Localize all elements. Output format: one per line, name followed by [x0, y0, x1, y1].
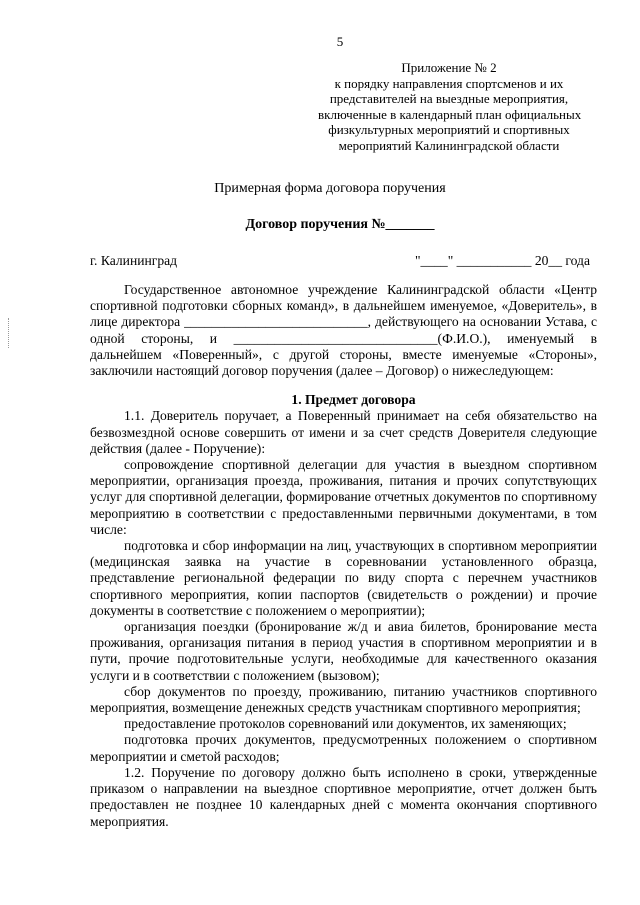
form-title: Примерная форма договора поручения — [214, 181, 446, 196]
intro-paragraph: Государственное автономное учреждение Калининградской области «Центр спортивной подготовки сборных команд», в дальнейшем именуемое, «Доверитель», в лице директора ___________________________, действующего на основании Устава, с одной стороны, и ______________________________(Ф.И.О.), именуемый в дальнейшем «Поверенный», с другой стороны, вместе именуемые «Стороны», заключили настоящий договор поручения (далее – Договор) о нижеследующем: — [90, 282, 597, 379]
appendix-line: физкультурных мероприятий и спортивных — [328, 122, 570, 138]
appendix-header — [318, 60, 580, 154]
paragraph-escort: сопровождение спортивной делегации для участия в выездном спортивном мероприятии, организация проезда, проживания, питания и прочих сопутствующих услуг для спортивной делегации, формирование отчетных документов по спортивному мероприятию в соответствии с предоставленными первичными документами, в том числе: — [90, 457, 597, 537]
appendix-line: мероприятий Калининградской области — [338, 137, 560, 153]
date-placeholder: "____" ___________ 20__ года — [414, 253, 590, 268]
paragraph-protocols: предоставление протоколов соревнований или документов, их заменяющих; — [124, 716, 567, 732]
city-date-line — [90, 253, 590, 270]
paragraph-info-collection: подготовка и сбор информации на лиц, участвующих в спортивном мероприятии (медицинская заявка на участие в соревновании установленного образца, представление региональной федерации по виду спорта с перечнем участников спортивного мероприятия, копии паспортов (свидетельств о рождении) и прочие документы в соответствие с положением о мероприятии); — [90, 538, 597, 618]
section-heading: 1. Предмет договора — [291, 392, 416, 408]
city-label: г. Калининград — [90, 253, 178, 268]
paragraph-other-documents: подготовка прочих документов, предусмотренных положением о спортивном мероприятии и сметой расходов; — [90, 732, 597, 764]
document-body — [90, 278, 597, 830]
paragraph-trip-organization: организация поездки (бронирование ж/д и авиа билетов, бронирование места проживания, организация питания в период участия в спортивном мероприятии и в пути, прочие подготовительные услуги, необходимые для качественного оказания услуги и в соответствии с положением (вызовом); — [90, 619, 597, 683]
appendix-line: представителей на выездные мероприятия, — [329, 91, 569, 107]
clause-1-1: 1.1. Доверитель поручает, а Поверенный принимает на себя обязательство на безвозмездной основе совершить от имени и за счет средств Доверителя следующие действия (далее - Поручение): — [90, 408, 597, 456]
appendix-line: Приложение № 2 — [401, 60, 497, 75]
appendix-line: к порядку направления спортсменов и их — [334, 75, 564, 91]
binding-margin-mark — [8, 318, 11, 348]
appendix-line: включенные в календарный план официальных — [318, 106, 582, 122]
paragraph-documents-collection: сбор документов по проезду, проживанию, питанию участников спортивного мероприятия, возмещение денежных средств участникам спортивного мероприятия; — [90, 683, 597, 716]
page-number: 5 — [336, 34, 344, 49]
contract-title: Договор поручения №_______ — [245, 217, 435, 232]
clause-1-2: 1.2. Поручение по договору должно быть исполнено в сроки, утвержденные приказом о направлении на выездное спортивное мероприятие, отчет должен быть предоставлен не позднее 10 календарных дней с момента окончания спортивного мероприятия. — [90, 764, 597, 829]
